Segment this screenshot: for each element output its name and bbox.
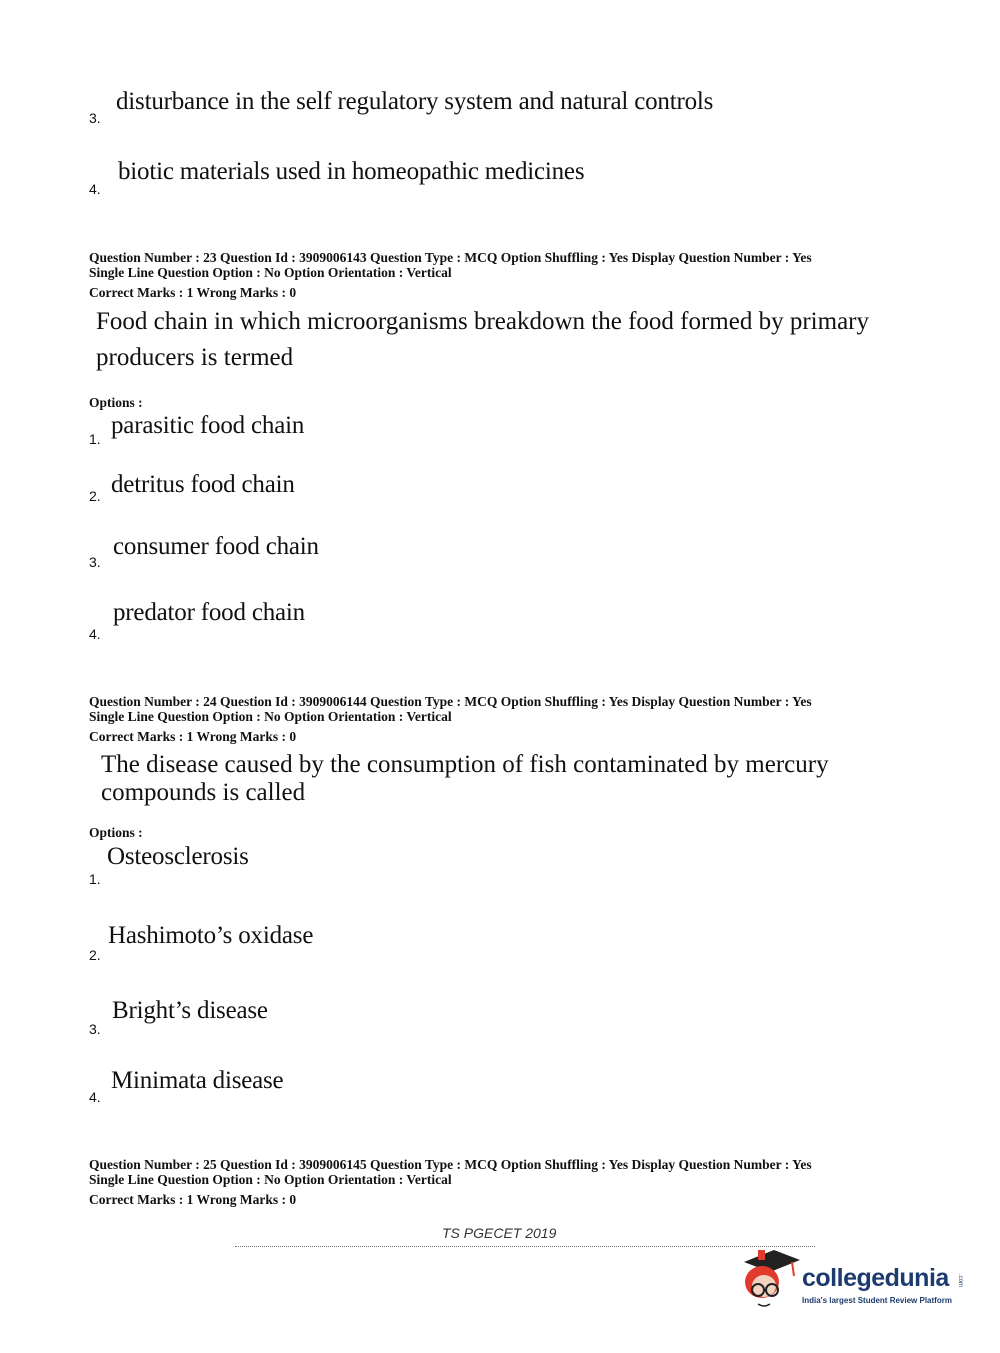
question-meta-line: Single Line Question Option : No Option Orientation : Vertical bbox=[89, 265, 452, 280]
option-number: 4. bbox=[89, 181, 101, 197]
question-text: compounds is called bbox=[101, 779, 306, 806]
option-text: detritus food chain bbox=[111, 471, 295, 498]
marks-line: Correct Marks : 1 Wrong Marks : 0 bbox=[89, 729, 297, 744]
footer-divider bbox=[235, 1246, 815, 1247]
option-text: consumer food chain bbox=[113, 533, 319, 560]
logo-tagline: India's largest Student Review Platform bbox=[802, 1296, 952, 1305]
option-number: 3. bbox=[89, 1021, 101, 1037]
option-text: Osteosclerosis bbox=[107, 843, 249, 870]
options-label: Options : bbox=[89, 395, 143, 410]
option-number: 3. bbox=[89, 110, 101, 126]
question-meta-line: Question Number : 23 Question Id : 3909006143 Question Type : MCQ Option Shuffling : Yes Display Question Number : Yes bbox=[89, 250, 812, 265]
question-text: producers is termed bbox=[96, 344, 294, 371]
logo-domain: .com bbox=[957, 1274, 963, 1288]
option-number: 2. bbox=[89, 947, 101, 963]
logo-wordmark: collegedunia bbox=[802, 1264, 949, 1292]
option-text: biotic materials used in homeopathic medicines bbox=[118, 158, 585, 185]
footer-exam-label: TS PGECET 2019 bbox=[442, 1225, 557, 1241]
options-label: Options : bbox=[89, 825, 143, 840]
question-meta-line: Single Line Question Option : No Option Orientation : Vertical bbox=[89, 709, 452, 724]
question-text: Food chain in which microorganisms breakdown the food formed by primary bbox=[96, 308, 869, 335]
question-meta-line: Single Line Question Option : No Option Orientation : Vertical bbox=[89, 1172, 452, 1187]
option-number: 4. bbox=[89, 1089, 101, 1105]
collegedunia-logo bbox=[740, 1244, 970, 1314]
option-number: 3. bbox=[89, 554, 101, 570]
option-text: Hashimoto’s oxidase bbox=[108, 922, 314, 949]
option-number: 4. bbox=[89, 626, 101, 642]
option-text: Minimata disease bbox=[111, 1067, 284, 1094]
option-text: disturbance in the self regulatory system and natural controls bbox=[116, 88, 714, 115]
option-text: parasitic food chain bbox=[111, 412, 305, 439]
option-number: 2. bbox=[89, 488, 101, 504]
option-text: Bright’s disease bbox=[112, 997, 268, 1024]
graduate-mascot-icon bbox=[740, 1244, 802, 1310]
question-meta-line: Question Number : 24 Question Id : 3909006144 Question Type : MCQ Option Shuffling : Yes Display Question Number : Yes bbox=[89, 694, 812, 709]
marks-line: Correct Marks : 1 Wrong Marks : 0 bbox=[89, 1192, 297, 1207]
option-number: 1. bbox=[89, 871, 101, 887]
marks-line: Correct Marks : 1 Wrong Marks : 0 bbox=[89, 285, 297, 300]
question-meta-line: Question Number : 25 Question Id : 3909006145 Question Type : MCQ Option Shuffling : Yes Display Question Number : Yes bbox=[89, 1157, 812, 1172]
question-text: The disease caused by the consumption of fish contaminated by mercury bbox=[101, 751, 829, 778]
option-text: predator food chain bbox=[113, 599, 305, 626]
option-number: 1. bbox=[89, 431, 101, 447]
